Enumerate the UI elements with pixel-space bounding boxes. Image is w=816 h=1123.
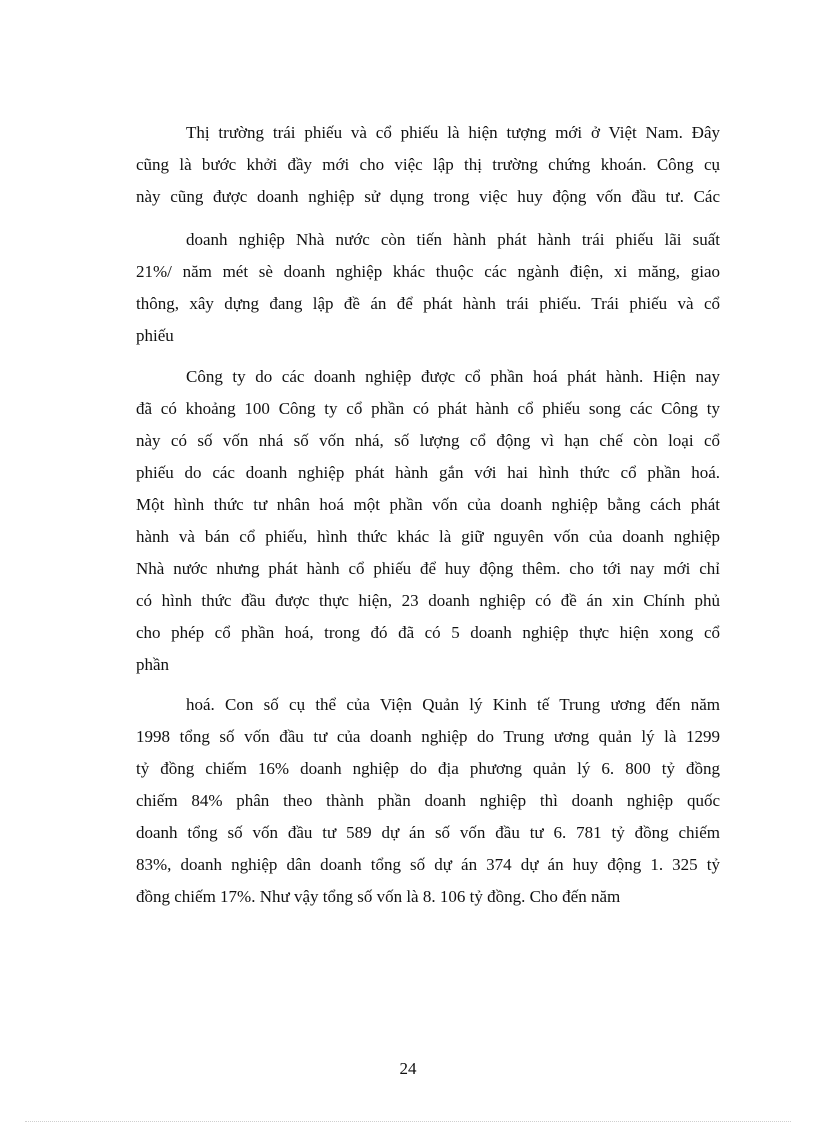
paragraph-line: cho phép cổ phần hoá, trong đó đã có 5 doanh nghiệp thực hiện xong cổ (136, 623, 720, 642)
paragraph-line: tỷ đồng chiếm 16% doanh nghiệp do địa phương quản lý 6. 800 tỷ đồng (136, 759, 720, 778)
paragraph-line: doanh nghiệp Nhà nước còn tiến hành phát hành trái phiếu lãi suất (186, 230, 720, 249)
paragraph-line: 1998 tổng số vốn đầu tư của doanh nghiệp do Trung ương quản lý là 1299 (136, 727, 720, 746)
paragraph-line: phiếu do các doanh nghiệp phát hành gắn với hai hình thức cổ phần hoá. (136, 463, 720, 482)
paragraph-line: này cũng được doanh nghiệp sử dụng trong việc huy động vốn đầu tư. Các (136, 187, 720, 206)
paragraph-line: hoá. Con số cụ thể của Viện Quản lý Kinh tế Trung ương đến năm (186, 695, 720, 714)
page-bottom-rule (25, 1121, 791, 1122)
paragraph-line: chiếm 84% phân theo thành phần doanh nghiệp thì doanh nghiệp quốc (136, 791, 720, 810)
paragraph-3 (136, 361, 720, 681)
paragraph-line: có hình thức đầu được thực hiện, 23 doanh nghiệp có đề án xin Chính phủ (136, 591, 720, 610)
paragraph-line: Công ty do các doanh nghiệp được cổ phần hoá phát hành. Hiện nay (186, 367, 720, 386)
paragraph-line: cũng là bước khởi đầy mới cho việc lập thị trường chứng khoán. Công cụ (136, 155, 720, 174)
paragraph-line: 21%/ năm mét sè doanh nghiệp khác thuộc các ngành điện, xi măng, giao (136, 262, 720, 281)
paragraph-line: 83%, doanh nghiệp dân doanh tổng số dự án 374 dự án huy động 1. 325 tỷ (136, 855, 720, 874)
paragraph-4 (136, 689, 720, 913)
paragraph-line: đồng chiếm 17%. Như vậy tổng số vốn là 8. 106 tỷ đồng. Cho đến năm (136, 887, 621, 906)
paragraph-line: Thị trường trái phiếu và cổ phiếu là hiện tượng mới ở Việt Nam. Đây (186, 123, 720, 142)
paragraph-line: thông, xây dựng đang lập đề án để phát hành trái phiếu. Trái phiếu và cổ (136, 294, 720, 313)
paragraph-line: doanh tổng số vốn đầu tư 589 dự án số vốn đầu tư 6. 781 tỷ đồng chiếm (136, 823, 720, 842)
paragraph-line: này có số vốn nhá số vốn nhá, số lượng cổ động vì hạn chế còn loại cổ (136, 431, 720, 450)
paragraph-line: Nhà nước nhưng phát hành cổ phiếu để huy động thêm. cho tới nay mới chỉ (136, 559, 720, 578)
page-number: 24 (399, 1059, 417, 1078)
paragraph-line: hành và bán cổ phiếu, hình thức khác là giữ nguyên vốn của doanh nghiệp (136, 527, 720, 546)
paragraph-line: đã có khoảng 100 Công ty cổ phần có phát hành cổ phiếu song các Công ty (136, 399, 720, 418)
paragraph-line: phiếu (136, 326, 174, 345)
paragraph-line: Một hình thức tư nhân hoá một phần vốn của doanh nghiệp bằng cách phát (136, 495, 720, 514)
paragraph-2 (136, 224, 720, 352)
paragraph-1 (136, 117, 720, 213)
paragraph-line: phần (136, 655, 170, 674)
